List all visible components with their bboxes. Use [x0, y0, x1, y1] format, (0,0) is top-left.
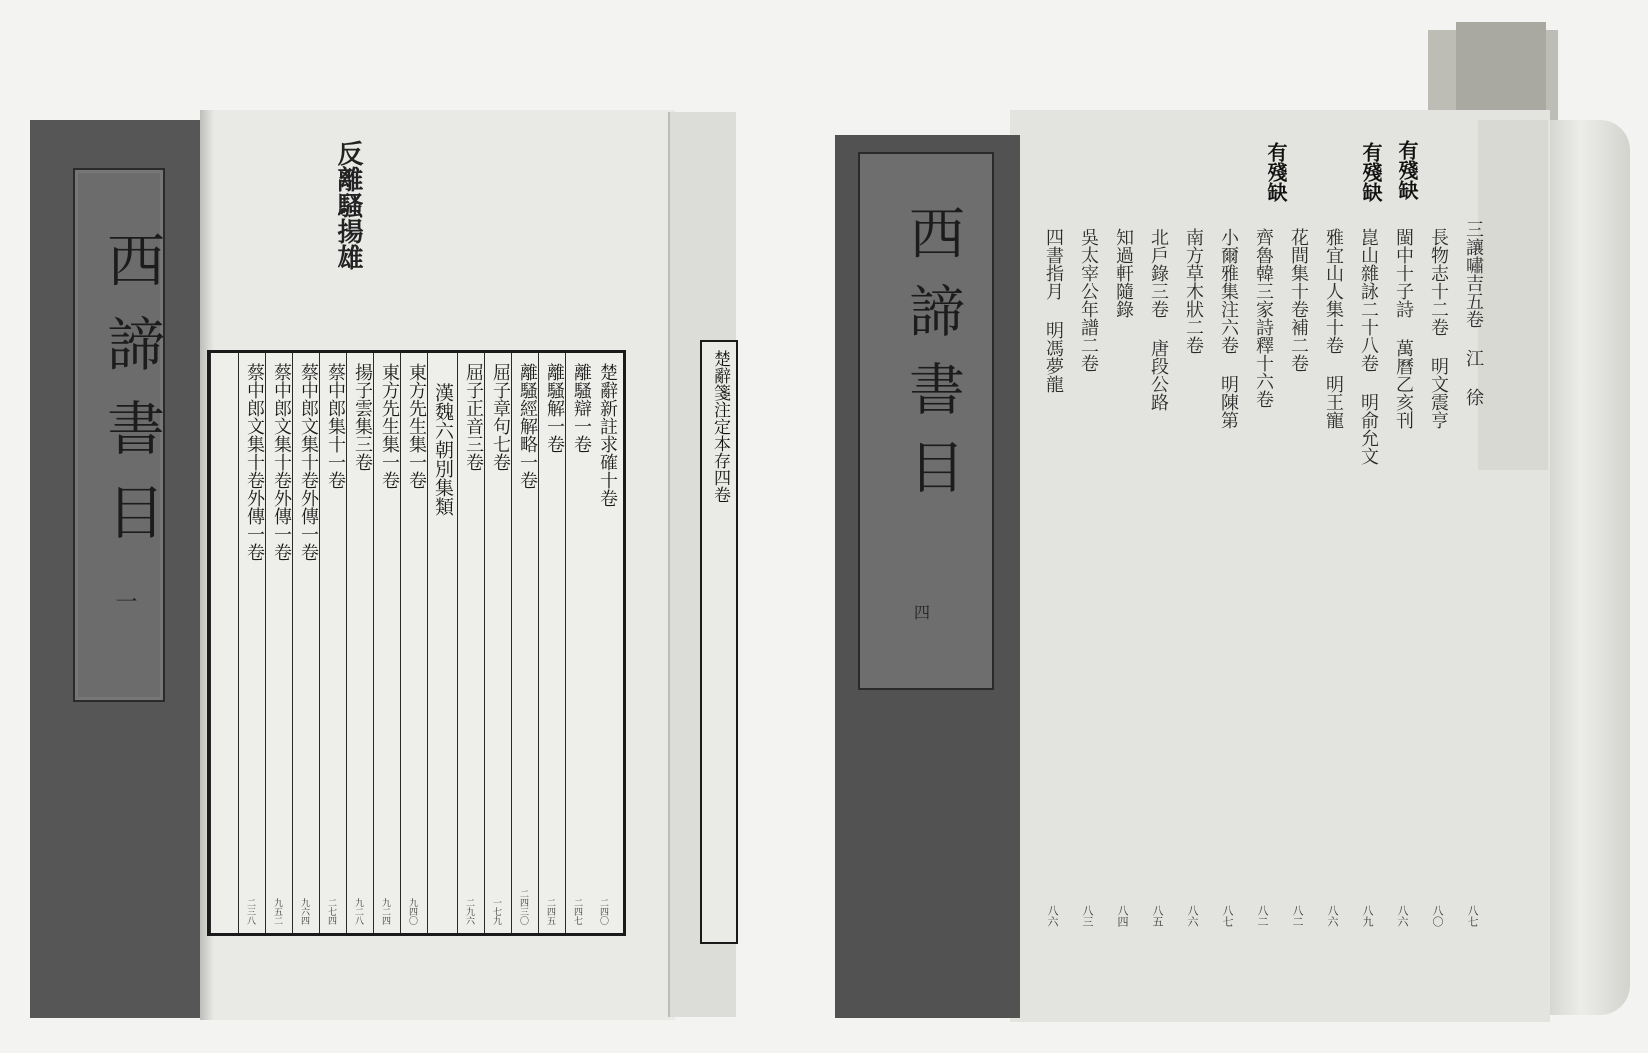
left-handwritten-note: 反離騷揚雄: [333, 140, 363, 270]
catalog-column: 蔡中郎集十一卷 二七四: [319, 353, 347, 933]
right-page-tabs-inner: [1456, 22, 1546, 122]
left-cover-title-label: [73, 168, 165, 702]
manuscript-line: 三讓嘯吉五卷 江 徐: [1463, 220, 1484, 406]
leaf-number: 八三: [1081, 905, 1094, 927]
manuscript-line: 吳太宰公年譜二卷: [1078, 228, 1099, 372]
catalog-column: 蔡中郎文集十卷外傳一卷 九六四: [292, 353, 320, 933]
marginal-note: 有殘缺: [1395, 140, 1419, 200]
adjacent-page-text: 楚辭箋注定本存四卷: [710, 350, 730, 503]
left-adjacent-page-strip: [700, 340, 738, 944]
catalog-column: 東方先生集一卷 九四〇: [400, 353, 428, 933]
leaf-number: 八七: [1221, 905, 1234, 927]
leaf-number: 八二: [1291, 905, 1304, 927]
leaf-number: 八六: [1186, 905, 1199, 927]
catalog-column: 離騷解一卷 二四五: [538, 353, 566, 933]
leaf-number: 八五: [1151, 905, 1164, 927]
manuscript-line: 齊魯韓三家詩釋十六卷: [1253, 228, 1274, 408]
catalog-column: 楚辭新註求確十卷 二四〇: [597, 363, 618, 925]
manuscript-line: 南方草木狀二卷: [1183, 228, 1204, 354]
manuscript-line: 花間集十卷補二卷: [1288, 228, 1309, 372]
catalog-column-blank: [210, 353, 239, 933]
manuscript-line: 知過軒隨錄: [1113, 228, 1134, 318]
manuscript-line: 北戶錄三卷 唐段公路: [1148, 228, 1169, 411]
leaf-number: 八四: [1116, 905, 1129, 927]
right-rolled-pages: [1540, 120, 1630, 1015]
marginal-note: 有殘缺: [1264, 142, 1288, 202]
catalog-column: 離騷經解略一卷 二四三〇: [511, 353, 539, 933]
catalog-column: 蔡中郎文集十卷外傳一卷 二三八: [238, 353, 266, 933]
right-cover-title: 西諦書目: [900, 204, 965, 516]
marginal-note: 有殘缺: [1359, 142, 1383, 202]
catalog-section-heading: 漢魏六朝別集類: [427, 353, 458, 933]
leaf-number: 八二: [1256, 905, 1269, 927]
right-inserted-slip: [1478, 120, 1548, 470]
catalog-column: 屈子章句七卷 一七九: [484, 353, 512, 933]
catalog-column: 離騷辯一卷 二四七: [565, 353, 593, 933]
left-cover-volume-number: 一: [112, 590, 137, 612]
manuscript-line: 四書指月 明馮夢龍: [1043, 228, 1064, 393]
catalog-column: 東方先生集一卷 九二四: [373, 353, 401, 933]
manuscript-line: 崑山雜詠二十八卷 明俞允文: [1358, 228, 1379, 465]
left-catalog-table: [207, 350, 626, 936]
manuscript-line: 小爾雅集注六卷 明陳第: [1218, 228, 1239, 429]
leaf-number: 八九: [1361, 905, 1374, 927]
leaf-number: 八〇: [1431, 905, 1444, 927]
catalog-column: 揚子雲集三卷 九二八: [346, 353, 374, 933]
leaf-number: 八七: [1466, 905, 1479, 927]
catalog-column: 屈子正音三卷 二九六: [457, 353, 485, 933]
left-cover-title: 西諦書目: [97, 230, 165, 566]
right-cover-number: 四: [914, 603, 931, 622]
leaf-number: 八六: [1046, 905, 1059, 927]
leaf-number: 八六: [1396, 905, 1409, 927]
manuscript-line: 長物志十二卷 明文震亨: [1428, 228, 1449, 429]
manuscript-line: 雅宜山人集十卷 明王寵: [1323, 228, 1344, 429]
right-cover-title-label: [858, 152, 994, 690]
leaf-number: 八六: [1326, 905, 1339, 927]
catalog-column: 蔡中郎文集十卷外傳一卷 九五二: [265, 353, 293, 933]
manuscript-line: 閩中十子詩 萬曆乙亥刊: [1393, 228, 1414, 429]
